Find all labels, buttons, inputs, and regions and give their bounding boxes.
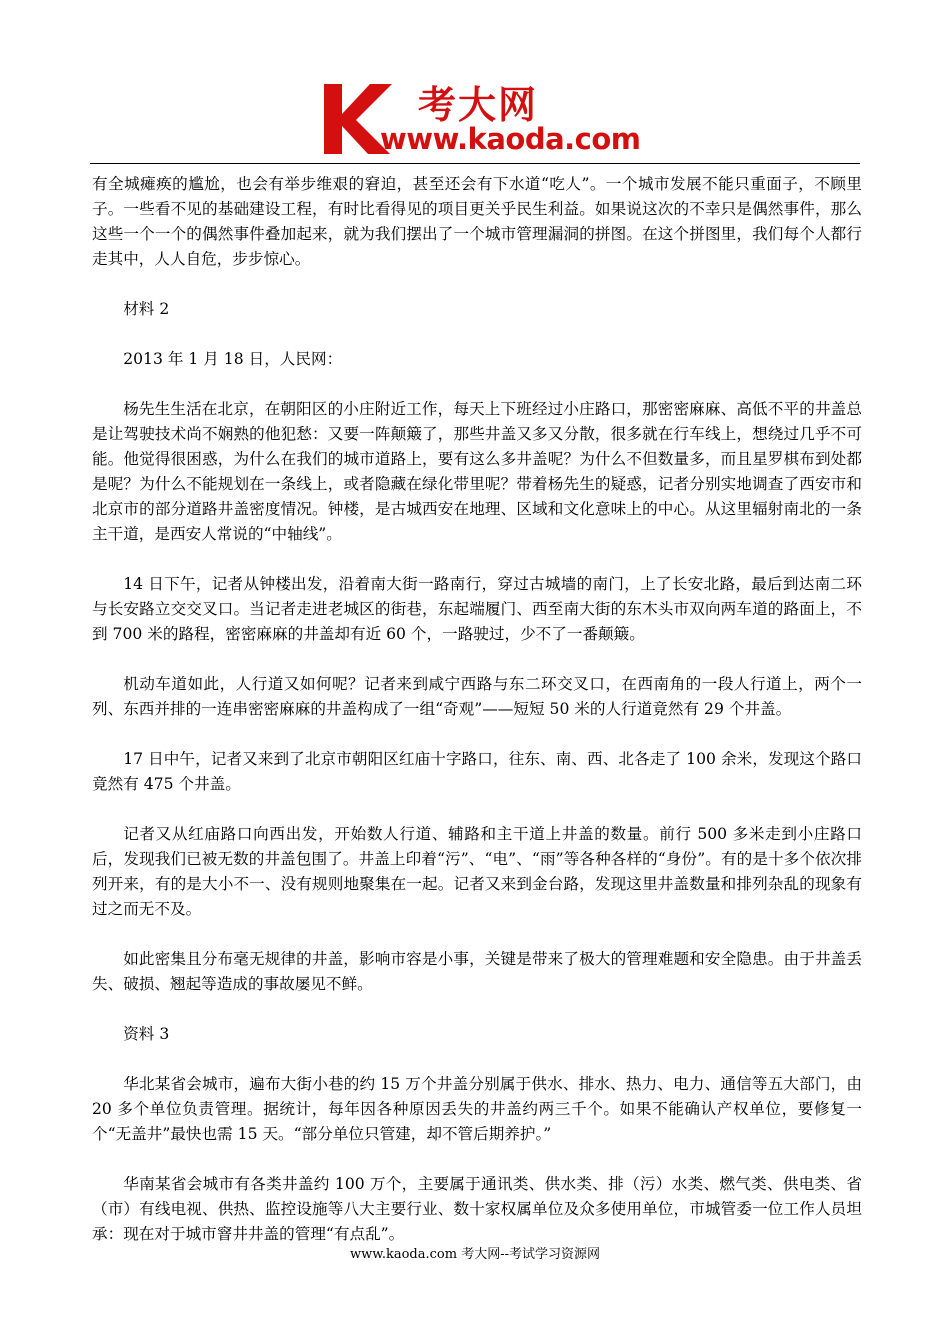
header-divider	[90, 163, 860, 164]
paragraph-gap	[92, 547, 862, 572]
paragraph-gap	[92, 797, 862, 822]
site-logo[interactable]	[320, 78, 640, 160]
paragraph-gap	[92, 997, 862, 1022]
paragraph-gap	[92, 1147, 862, 1172]
paragraph-gap	[92, 322, 862, 347]
paragraph-17th: 17 日中午，记者又来到了北京市朝阳区红庙十字路口，往东、南、西、北各走了 100 余米，发现这个路口竟然有 475 个井盖。	[92, 750, 862, 793]
dateline: 2013 年 1 月 18 日，人民网：	[123, 350, 343, 368]
page-footer[interactable]: www.kaoda.com 考大网--考试学习资源网	[350, 1247, 600, 1262]
paragraph-gap	[92, 272, 862, 297]
paragraph-yang: 杨先生生活在北京，在朝阳区的小庄附近工作，每天上下班经过小庄路口，那密密麻麻、高低不平的井盖总是让驾驶技术尚不娴熟的他犯愁：又要一阵颠簸了，那些井盖又多又分散，很多就在行车线上，想绕过几乎不可能。他觉得很困惑，为什么在我们的城市道路上，要有这么多井盖呢？为什么不但数量多，而且星罗棋布到处都是呢？为什么不能规划在一条线上，或者隐藏在绿化带里呢？带着杨先生的疑惑，记者分别实地调查了西安市和北京市的部分道路井盖密度情况。钟楼，是古城西安在地理、区域和文化意味上的中心。从这里辐射南北的一条主干道，是西安人常说的“中轴线”。	[92, 400, 862, 543]
paragraph-sidewalk: 机动车道如此，人行道又如何呢？记者来到咸宁西路与东二环交叉口，在西南角的一段人行道上，两个一列、东西并排的一连串密密麻麻的井盖构成了一组“奇观”——短短 50 米的人行道竟然有 29 个井盖。	[92, 675, 862, 718]
paragraph-gap	[92, 722, 862, 747]
article-body	[92, 172, 862, 1247]
paragraph-south-china: 华南某省会城市有各类井盖约 100 万个，主要属于通讯类、供水类、排（污）水类、燃气类、供电类、省（市）有线电视、供热、监控设施等八大主要行业、数十家权属单位及众多使用单位，市城管委一位工作人员坦承：现在对于城市窨井井盖的管理“有点乱”。	[92, 1175, 862, 1243]
section-heading-material-3: 资料 3	[123, 1025, 170, 1043]
paragraph-gap	[92, 647, 862, 672]
paragraph-gap	[92, 1047, 862, 1072]
logo-chinese-text: 考大网	[418, 83, 539, 127]
paragraph-gap	[92, 922, 862, 947]
paragraph-hongmiao: 记者又从红庙路口向西出发，开始数人行道、辅路和主干道上井盖的数量。前行 500 多米走到小庄路口后，发现我们已被无数的井盖包围了。井盖上印着“污”、“电”、“雨”等各种各样的“身份”。有的是十多个依次排列开来，有的是大小不一、没有规则地聚集在一起。记者又来到金台路，发现这里井盖数量和排列杂乱的现象有过之而无不及。	[92, 825, 862, 918]
section-heading-material-2: 材料 2	[123, 300, 170, 318]
paragraph-1: 有全城瘫痪的尴尬，也会有举步维艰的窘迫，甚至还会有下水道“吃人”。一个城市发展不能只重面子，不顾里子。一些看不见的基础建设工程，有时比看得见的项目更关乎民生利益。如果说这次的不幸只是偶然事件，那么这些一个一个的偶然事件叠加起来，就为我们摆出了一个城市管理漏洞的拼图。在这个拼图里，我们每个人都行走其中，人人自危，步步惊心。	[92, 175, 862, 268]
logo-url-text: www.kaoda.com	[380, 122, 641, 156]
paragraph-gap	[92, 372, 862, 397]
paragraph-hazards: 如此密集且分布毫无规律的井盖，影响市容是小事，关键是带来了极大的管理难题和安全隐患。由于井盖丢失、破损、翘起等造成的事故屡见不鲜。	[92, 950, 862, 993]
paragraph-14th: 14 日下午，记者从钟楼出发，沿着南大街一路南行，穿过古城墙的南门，上了长安北路，最后到达南二环与长安路立交交叉口。当记者走进老城区的街巷，东起端履门、西至南大街的东木头市双向两车道的路面上，不到 700 米的路程，密密麻麻的井盖却有近 60 个，一路驶过，少不了一番颠簸。	[92, 575, 862, 643]
paragraph-north-china: 华北某省会城市，遍布大街小巷的约 15 万个井盖分别属于供水、排水、热力、电力、通信等五大部门，由 20 多个单位负责管理。据统计，每年因各种原因丢失的井盖约两三千个。如果不能确认产权单位，要修复一个“无盖井”最快也需 15 天。“部分单位只管建，却不管后期养护。”	[92, 1075, 862, 1143]
